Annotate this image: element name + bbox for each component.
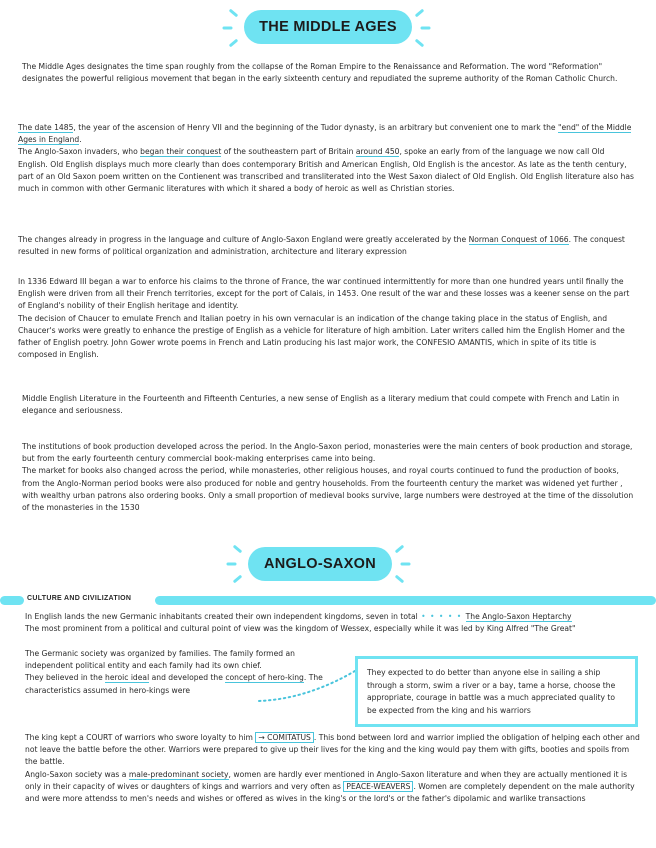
section-comitatus bbox=[25, 732, 640, 805]
subsection-label: CULTURE AND CIVILIZATION bbox=[27, 595, 132, 602]
paragraph-institutions: The institutions of book production developed across the period. In the Anglo-Saxon period, monasteries were the main centers of book production and storage, but from the early fourteenth century commercial book-making enterprises came into being. bbox=[22, 442, 633, 464]
decor-ray bbox=[395, 575, 405, 584]
page-title: THE MIDDLE AGES bbox=[244, 10, 412, 44]
decor-ray bbox=[227, 563, 237, 566]
paragraph-families: The Germanic society was organized by families. The family formed an independent political entity and each family had its own chief. bbox=[25, 649, 295, 671]
paragraph-anglo-saxon-invaders: The Anglo-Saxon invaders, who began their conquest of the southeastern part of Britain around 450, spoke an early from of the language we now call Old English. Old English displays much more clearly than does contemporary British and American English, Old English is the ancestor. As late as the tenth century, part of an Old Saxon poem written on the Contienent was transcribed and transliterated into the West Saxon dialect of Old English. Old English literature also has much in common with other Germanic literatures with which it shared a body of heroic as well as Christian stories. bbox=[18, 147, 634, 194]
band-left bbox=[0, 596, 24, 605]
decor-ray bbox=[229, 9, 239, 18]
section-title-anglo-saxon: ANGLO-SAXON bbox=[248, 547, 392, 581]
paragraph-hero-king: They believed in the heroic ideal and developed the concept of hero-king. The characteristics assumed in hero-kings were bbox=[25, 673, 323, 695]
section-middle-ages bbox=[22, 61, 632, 85]
paragraph-wessex: The most prominent from a political and cultural point of view was the kingdom of Wessex, especially while it was led by King Alfred "The Great" bbox=[25, 624, 576, 634]
section-norman-conquest bbox=[18, 234, 636, 258]
hero-king-quote-box bbox=[355, 656, 638, 727]
section-hundred-years-war bbox=[18, 276, 636, 361]
decor-ray bbox=[229, 39, 239, 48]
highlight-heroic-ideal: heroic ideal bbox=[105, 673, 150, 683]
decor-ray bbox=[223, 27, 233, 30]
section-kingdoms bbox=[25, 611, 655, 635]
decor-ray bbox=[233, 575, 243, 584]
decor-ray bbox=[421, 27, 431, 30]
section-book-production bbox=[22, 441, 634, 514]
paragraph-chaucer: The decision of Chaucer to emulate French and Italian poetry in his own vernacular is an indication of the change taking place in the status of English, and Chaucer's works were greatly to enhance the prestige of English as a vehicle for literature of high ambition. Later writers called him the English Homer and the father of English poetry. John Gower wrote poems in French and Latin producing his last major work, the CONFESIO AMANTIS, which in spite of its title is composed in English. bbox=[18, 313, 625, 360]
decor-ray bbox=[395, 545, 405, 554]
highlight-concept-hero-king: concept of hero-king bbox=[225, 673, 304, 683]
paragraph-intro: The Middle Ages designates the time span roughly from the collapse of the Roman Empire to the Renaissance and Reformation. The word "Reformation" designates the powerful religious movement that began in the early sixteenth century and repudiated the supreme authority of the Roman Catholic Church. bbox=[22, 62, 618, 84]
dotted-arrow: • • • • • bbox=[417, 612, 466, 621]
paragraph-middle-english: Middle English Literature in the Fourteenth and Fifteenth Centuries, a new sense of English as a literary medium that could compete with French and Latin in elegance and seriousness. bbox=[22, 394, 620, 416]
section-middle-english-literature bbox=[22, 393, 634, 417]
band-right bbox=[155, 596, 656, 605]
decor-ray bbox=[233, 545, 243, 554]
paragraph-book-market: The market for books also changed across the period, while monasteries, other religious houses, and royal courts continued to fund the production of books, from the Anglo-Norman period books were also produced for noble and gentry households. From the fourteenth century the market was widened yet further , with wealthy urban patrons also ordering books. Only a small proportion of medieval books survive, large numbers were destroyed at the time of the dissolution of the monasteries in the 1530 bbox=[22, 466, 634, 513]
highlight-began-conquest: began their conquest bbox=[140, 147, 222, 157]
decor-ray bbox=[415, 9, 425, 18]
paragraph-kingdoms: In English lands the new Germanic inhabitants created their own independent kingdoms, seven in total • • • • • The Anglo-Saxon Heptarchy bbox=[25, 612, 572, 621]
quote-text: They expected to do better than anyone else in sailing a ship through a storm, swim a river or a bay, tame a horse, choose the appropriate, courage in battle was a much appreciated quality to be expected from the king and his warriors bbox=[367, 668, 616, 715]
section-middle-ages-dates bbox=[18, 122, 636, 195]
highlight-date-1485: The date 1485 bbox=[18, 123, 74, 132]
paragraph-norman-conquest: The changes already in progress in the language and culture of Anglo-Saxon England were greatly accelerated by the Norman Conquest of 1066. The conquest resulted in new forms of political organization and administration, architecture and literary expression bbox=[18, 235, 625, 257]
highlight-male-predominant: male-predominant society bbox=[128, 769, 229, 779]
highlight-heptarchy: The Anglo-Saxon Heptarchy bbox=[465, 612, 572, 621]
paragraph-women: Anglo-Saxon society was a male-predominant society, women are hardly ever mentioned in Anglo-Saxon literature and when they are actually mentioned it is only in their capacity of wives or daughters of kings and warriors and very often as PEACE-WEAVERS . Women are completely dependent on the male authority and were more attendss to men's needs and wishes or offered as wives in the king's or the lord's or the father's dipolamic and warlike transactions bbox=[25, 769, 635, 804]
highlight-around-450: around 450 bbox=[355, 147, 400, 157]
paragraph-date-1485: The date 1485, the year of the ascension of Henry VII and the beginning of the Tudor dynasty, is an arbitrary but convenient one to mark the "end" of the Middle Ages in England. bbox=[18, 123, 632, 145]
highlight-comitatus: → COMITATUS bbox=[255, 732, 314, 743]
paragraph-comitatus: The king kept a COURT of warriors who swore loyalty to him → COMITATUS . This bond between lord and warrior implied the obligation of helping each other and not leave the battle before the other. Warriors were prepared to give up their lives for the king and the king would pay them with gifts, booties and spoils from the battle. bbox=[25, 733, 640, 767]
paragraph-edward-iii: In 1336 Edward III began a war to enforce his claims to the throne of France, the war continued intermittently for more than one hundred years until finally the English were driven from all their French territories, except for the port of Calais, in 1453. One result of the war and these losses was a keener sense on the part of England's nobility of their English heritage and identity. bbox=[18, 277, 630, 311]
highlight-end-middle-ages: "end" of the Middle Ages in England bbox=[18, 123, 632, 145]
decor-ray bbox=[415, 39, 425, 48]
dotted-connector bbox=[255, 665, 359, 709]
highlight-norman-conquest: Norman Conquest of 1066 bbox=[468, 235, 569, 244]
highlight-peace-weavers: PEACE-WEAVERS bbox=[343, 781, 413, 792]
decor-ray bbox=[401, 563, 411, 566]
